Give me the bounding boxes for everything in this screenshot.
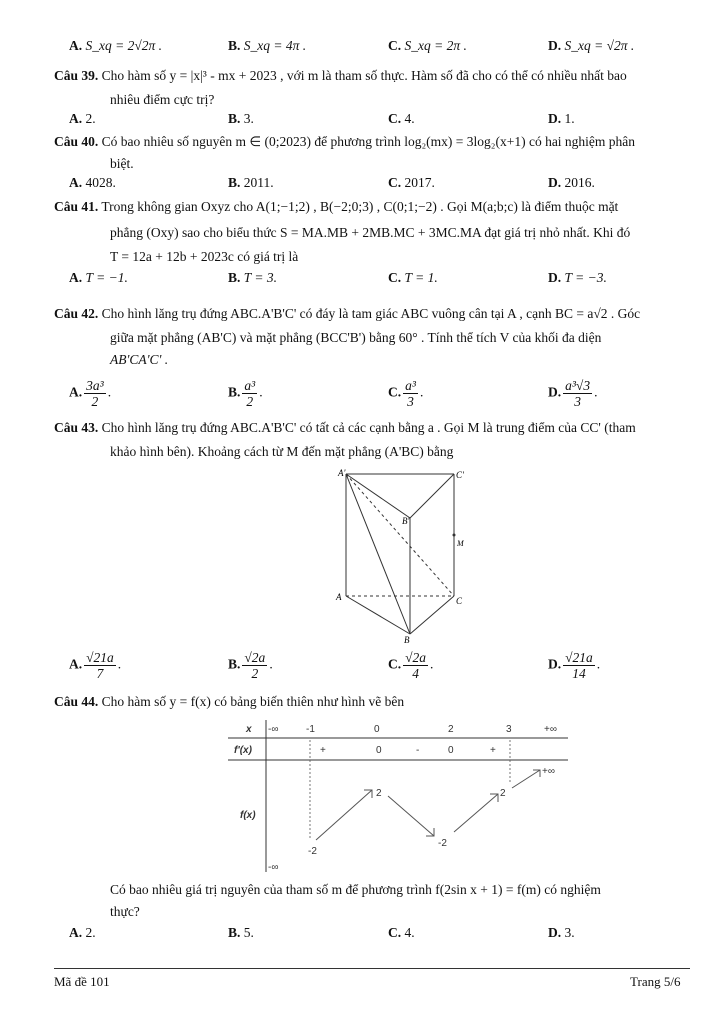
f-val-2: -2 — [308, 846, 317, 857]
q38-option-d: D. S_xq = √2π . — [548, 38, 635, 53]
q41-option-d: D. T = −3. — [548, 270, 607, 285]
q41-options — [0, 270, 725, 290]
q43-option-d: D. $\frac{√21a}{14}$ . — [548, 650, 601, 681]
q41-option-a: A. T = −1. — [69, 270, 128, 285]
x-val-3: 0 — [374, 724, 380, 735]
fp-val-4: 0 — [448, 745, 454, 756]
q42-option-d: D. $\frac{\text{a³√3}}{3}$ . — [548, 378, 598, 409]
q40-option-b: B. 2011. — [228, 175, 274, 190]
q44-stem-line2: Có bao nhiêu giá trị nguyên của tham số m để phương trình f(2sin x + 1) = f(m) có nghiệm — [110, 882, 601, 897]
f-val-5: 2 — [500, 788, 506, 799]
q38-options — [0, 38, 725, 58]
variation-table — [228, 718, 576, 876]
fp-val-1: + — [320, 745, 326, 756]
x-val-1: -∞ — [268, 724, 279, 735]
q39-option-d: D. 1. — [548, 111, 575, 126]
q40-option-d: D. 2016. — [548, 175, 595, 190]
q41-stem-line3: T = 12a + 12b + 2023c có giá trị là — [110, 249, 299, 264]
x-val-5: 3 — [506, 724, 512, 735]
q38-option-b: B. S_xq = 4π . — [228, 38, 307, 53]
footer-page-number: Trang 5/6 — [630, 974, 681, 989]
q43-option-b: B. $\frac{√2a}{2}$ . — [228, 650, 273, 681]
fp-val-2: 0 — [376, 745, 382, 756]
prism-figure — [330, 466, 470, 646]
q40-stem-line1: Câu 40. Có bao nhiêu số nguyên m ∈ (0;2023) để phương trình log₂(mx) = 3log₂(x+1) có hai nghiệm phân — [54, 134, 636, 149]
q44-option-c: C. 4. — [388, 925, 415, 940]
f-val-3: 2 — [376, 788, 382, 799]
q42-options — [0, 378, 725, 420]
fp-header: f'(x) — [234, 745, 252, 756]
f-header: f(x) — [240, 810, 256, 821]
q43-stem-line1: Câu 43. Cho hình lăng trụ đứng ABC.A'B'C' có tất cả các cạnh bằng a . Gọi M là trung điểm của CC' (tham — [54, 420, 636, 435]
q42-stem-line2: giữa mặt phẳng (AB'C) và mặt phẳng (BCC'B') bằng 60° . Tính thể tích V của khối đa diện — [110, 330, 602, 345]
footer-exam-code: Mã đề 101 — [54, 974, 110, 989]
footer-rule — [54, 968, 690, 969]
q41-option-c: C. T = 1. — [388, 270, 438, 285]
x-val-6: +∞ — [544, 724, 557, 735]
q43-option-a: A. $\frac{√21a}{7}$ . — [69, 650, 122, 681]
arrow-up-3 — [512, 770, 540, 788]
q39-option-a: A. 2. — [69, 111, 96, 126]
x-val-2: -1 — [306, 724, 315, 735]
q44-options — [0, 925, 725, 945]
label-b: B — [404, 635, 410, 645]
q42-stem-line1: Câu 42. Cho hình lăng trụ đứng ABC.A'B'C' có đáy là tam giác ABC vuông cân tại A , cạnh BC = a√2 . Góc — [54, 306, 641, 321]
x-header: x — [246, 724, 252, 735]
f-val-1: -∞ — [268, 862, 279, 873]
q44-stem-line3: thực? — [110, 904, 140, 919]
q41-stem-line1: Câu 41. Trong không gian Oxyz cho A(1;−1;2) , B(−2;0;3) , C(0;1;−2) . Gọi M(a;b;c) là điểm thuộc mặt — [54, 199, 619, 214]
label-b1: B' — [402, 516, 410, 526]
f-val-4: -2 — [438, 838, 447, 849]
q44-option-d: D. 3. — [548, 925, 575, 940]
q43-stem-line2: khảo hình bên). Khoảng cách từ M đến mặt phẳng (A'BC) bằng — [110, 444, 454, 459]
edge-b1c1 — [410, 474, 454, 518]
q43-option-c: C. $\frac{√2a}{4}$ . — [388, 650, 434, 681]
fp-val-3: - — [416, 745, 420, 756]
x-val-4: 2 — [448, 724, 454, 735]
q40-option-a: A. 4028. — [69, 175, 116, 190]
q38-option-c: C. S_xq = 2π . — [388, 38, 467, 53]
q41-stem-line2: phẳng (Oxy) sao cho biểu thức S = MA.MB + 2MB.MC + 3MC.MA đạt giá trị nhỏ nhất. Khi đó — [110, 225, 631, 240]
edge-a1b1 — [346, 474, 410, 518]
segment-a1c — [346, 474, 454, 596]
q42-option-b: B. $\frac{\text{a³}}{2}$ . — [228, 378, 263, 409]
arrow-up-2 — [454, 794, 498, 832]
q39-options — [0, 111, 725, 131]
fp-val-5: + — [490, 745, 496, 756]
edge-bc — [410, 596, 454, 634]
q39-stem-line2: nhiêu điểm cực trị? — [110, 92, 215, 107]
q39-option-b: B. 3. — [228, 111, 254, 126]
q39-option-c: C. 4. — [388, 111, 415, 126]
q42-stem-line3: AB'CA'C' . — [110, 352, 169, 367]
label-m: M — [457, 539, 464, 548]
label-c: C — [456, 596, 463, 606]
label-c1: C' — [456, 470, 464, 480]
q40-option-c: C. 2017. — [388, 175, 435, 190]
segment-a1b — [346, 474, 410, 634]
arrow-down — [388, 796, 434, 836]
q40-stem-line2: biệt. — [110, 156, 134, 171]
f-val-6: +∞ — [542, 766, 555, 777]
edge-ab — [346, 596, 410, 634]
q44-stem-line1: Câu 44. Cho hàm số y = f(x) có bảng biến thiên như hình vẽ bên — [54, 694, 405, 709]
q41-option-b: B. T = 3. — [228, 270, 278, 285]
q38-option-a: A. S_xq = 2√2π . — [69, 38, 163, 53]
point-m — [453, 534, 456, 537]
q39-stem-line1: Câu 39. Cho hàm số y = |x|³ - mx + 2023 , với m là tham số thực. Hàm số đã cho có thể có nhiều nhất bao — [54, 68, 627, 83]
q43-options — [0, 650, 725, 692]
q42-option-a: A. $\frac{\text{3a³}}{2}$ . — [69, 378, 112, 409]
q44-option-b: B. 5. — [228, 925, 254, 940]
q40-options — [0, 175, 725, 195]
q42-option-c: C. $\frac{\text{a³}}{3}$ . — [388, 378, 424, 409]
label-a: A — [336, 592, 342, 602]
label-a1: A' — [338, 468, 346, 478]
arrow-up-1 — [316, 790, 372, 840]
q44-option-a: A. 2. — [69, 925, 96, 940]
